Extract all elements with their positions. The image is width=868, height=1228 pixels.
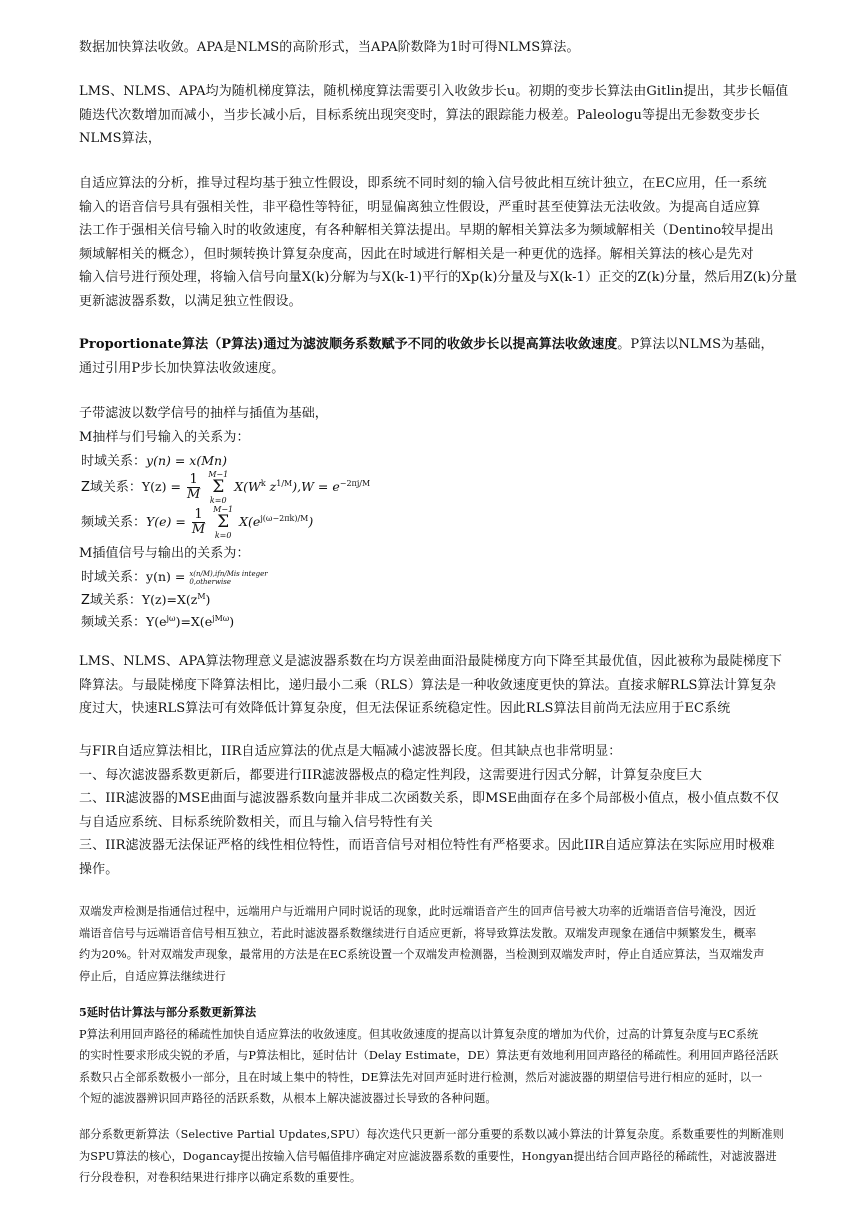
formula-sample-z: Z域关系：Y(z) = $\frac{1}{M}$ M−1 Σ k=0 $X(W^k$ $z^{1/M}),W = e^{-2\pi j/M}$ <box>81 470 371 505</box>
summation-symbol: M−1 Σ k=0 <box>213 505 234 540</box>
section-delay-estimate: 5延时估计算法与部分系数更新算法 P算法利用回声路径的稀疏性加快自适应算法的收敛速度。但其收敛速度的提高以计算复杂度的增加为代价，过高的计算复杂度与EC系统 的实时性要求形成尖锐的矛盾，与P算法相比，延时估计（Delay Estimate，DE）算法更有效地利用回声路径的稀疏性。利用回声路径活跃 系数只占全部系数极小一部分，且在时域上集中的特性，DE算法先对回声延时进行检测，然后对滤波器的期望信号进行相应的延时，以一 个短的滤波器辨识回声路径的活跃系数，从根本上解决滤波器过长导致的各种问题。 <box>79 1002 791 1110</box>
paragraph-iir: 与FIR自适应算法相比，IIR自适应算法的优点是大幅减小滤波器长度。但其缺点也非常明显： 一、每次滤波器系数更新后，都要进行IIR滤波器极点的稳定性判段，这需要进行因式分解，计算复杂度巨大 二、IIR滤波器的MSE曲面与滤波器系数向量并非成二次函数关系，即MSE曲面存在多个局部极小值点，极小值点数不仅 与自适应系统、目标系统阶数相关，而且与输入信号特性有关 三、IIR滤波器无法保证严格的线性相位特性，而语音信号对相位特性有严格要求。因此IIR自适应算法在实际应用时极难 操作。 <box>79 744 780 877</box>
paragraph-stochastic-gradient: LMS、NLMS、APA均为随机梯度算法，随机梯度算法需要引入收敛步长u。初期的变步长算法由Gitlin提出，其步长幅值 随迭代次数增加而减小，当步长减小后，目标系统出现突变时，算法的跟踪能力极差。Paleologu等提出无参数变步长 NLMS算法， <box>79 84 789 146</box>
paragraph-spu: 部分系数更新算法（Selective Partial Updates,SPU）每次迭代只更新一部分重要的系数以减小算法的计算复杂度。系数重要性的判断准则 为SPU算法的核心，Dogancay提出按输入信号幅值排序确定对应滤波器系数的重要性，Hongyan提出结合回声路径的稀疏性，对滤波器进 行分段卷积，对卷积结果进行排序以确定系数的重要性。 <box>79 1128 784 1184</box>
piecewise-cases: x(n/M),ifn/Mis integer 0,otherwise <box>189 569 268 586</box>
fraction: $\frac{1}{M}$ <box>186 472 201 502</box>
formula-sample-time: 时域关系：y(n) = x(Mn) <box>81 453 227 469</box>
paragraph-decorrelation: 自适应算法的分析，推导过程均基于独立性假设，即系统不同时刻的输入信号彼此相互统计独立，在EC应用，任一系统 输入的语音信号具有强相关性，非平稳性等特征，明显偏离独立性假设，严重时甚至使算法无法收敛。为提高自适应算 法工作于强相关信号输入时的收敛速度，有各种解相关算法提出。早期的解相关算法多为频域解相关（Dentino较早提出 频域解相关的概念），但时频转换计算复杂度高，因此在时域进行解相关是一种更优的选择。解相关算法的核心是先对 输入信号进行预处理，将输入信号向量X(k)分解为与X(k-1)平行的Xp(k)分量及与X(k-1）正交的Z(k)分量，然后用Z(k)分量 更新滤波器系数，以满足独立性假设。 <box>79 176 798 309</box>
formula-interp-time: 时域关系：y(n) = x(n/M),ifn/Mis integer 0,otherwise <box>81 569 268 586</box>
paragraph-double-talk: 双端发声检测是指通信过程中，远端用户与近端用户同时说话的现象，此时远端语音产生的回声信号被大功率的近端语音信号淹没，因近 端语音信号与远端语音信号相互独立，若此时滤波器系数继续进行自适应更新，将导致算法发散。双端发声现象在通信中频繁发生，概率 约为20%。针对双端发声现象，最常用的方法是在EC系统设置一个双端发声检测器，当检测到双端发声时，停止自适应算法，当双端发声 停止后，自适应算法继续进行 <box>79 905 765 983</box>
formula-sample-freq: 频域关系：Y(e) = $\frac{1}{M}$ M−1 Σ k=0 $X(e^{j(\omega-2\pi k)/M})$ <box>81 505 314 540</box>
proportionate-bold-text: Proportionate算法（P算法)通过为滤波顺务系数赋予不同的收敛步长以提高算法收敛速度 <box>79 337 618 352</box>
formula-interp-freq: 频域关系：$Y(e^{j\omega})=X(e^{jM\omega})$ <box>81 613 235 630</box>
paragraph-subband: 子带滤波以数学信号的抽样与插值为基础， M抽样与们号输入的关系为： <box>79 406 328 445</box>
paragraph-interp: M插值信号与输出的关系为： <box>79 546 250 561</box>
section-title: 5延时估计算法与部分系数更新算法 <box>79 1005 257 1019</box>
paragraph-rls: LMS、NLMS、APA算法物理意义是滤波器系数在均方误差曲面沿最陡梯度方向下降至其最优值，因此被称为最陡梯度下 降算法。与最陡梯度下降算法相比，递归最小二乘（RLS）算法是一种收敛速度更快的算法。直接求解RLS算法计算复杂 度过大，快速RLS算法可有效降低计算复杂度，但无法保证系统稳定性。因此RLS算法目前尚无法应用于EC系统 <box>79 654 783 716</box>
paragraph-proportionate: Proportionate算法（P算法)通过为滤波顺务系数赋予不同的收敛步长以提高算法收敛速度。P算法以NLMS为基础， 通过引用P步长加快算法收敛速度。 <box>79 337 774 376</box>
formula-interp-z: Z域关系：$Y(z)=X(z^M)$ <box>81 591 211 608</box>
fraction: $\frac{1}{M}$ <box>191 507 206 537</box>
summation-symbol: M−1 Σ k=0 <box>208 470 229 505</box>
paragraph-apa-nlms: 数据加快算法收敛。APA是NLMS的高阶形式，当APA阶数降为1时可得NLMS算法。 <box>79 40 580 55</box>
